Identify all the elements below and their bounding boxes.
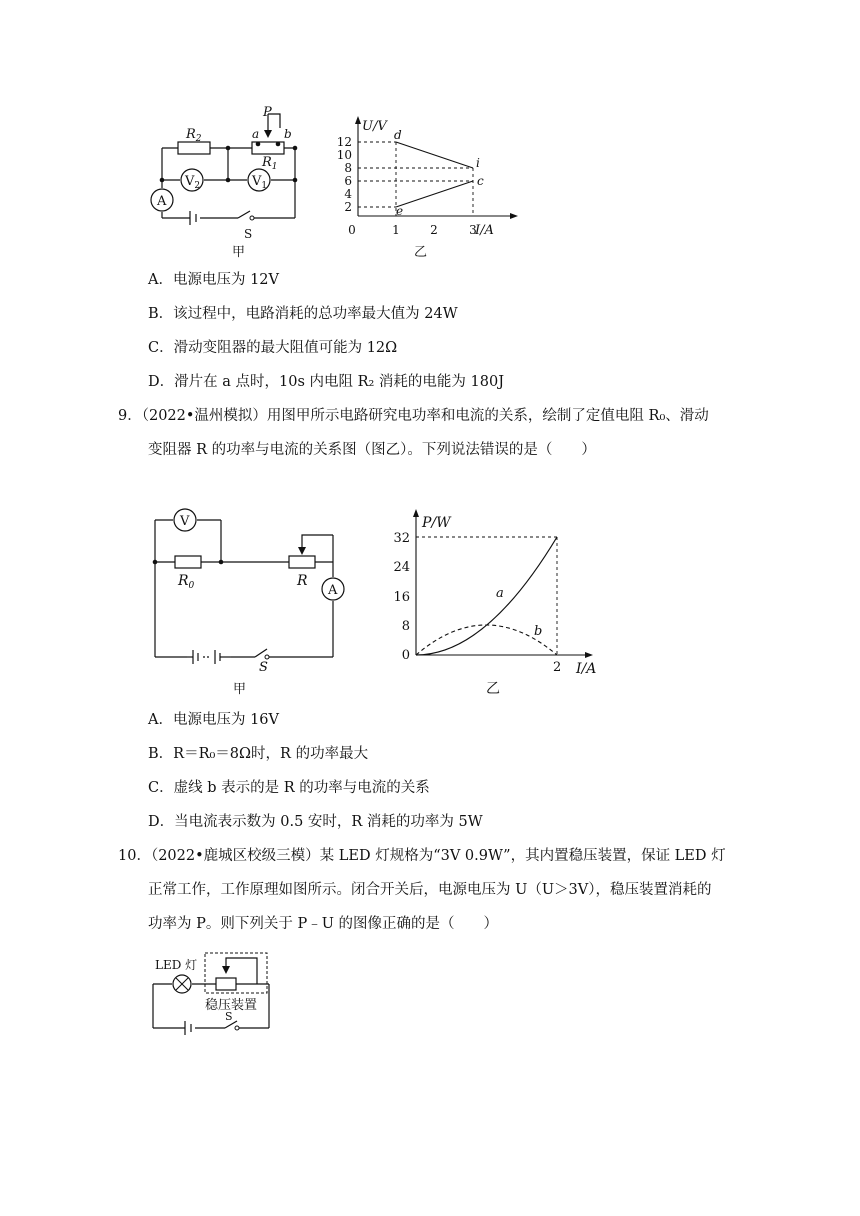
r1-label: $R_1$ <box>262 155 278 172</box>
point-label-e: e <box>396 204 404 218</box>
r2-label: $R_2$ <box>186 127 202 144</box>
voltmeter-v2-label: $V_2$ <box>185 174 201 191</box>
r-label: R <box>297 573 308 589</box>
q10-stem-line2: 正常工作，工作原理如图所示。闭合开关后，电源电压为 U（U＞3V），稳压装置消耗的 <box>148 882 712 898</box>
q9-graph-yi <box>390 505 620 700</box>
voltmeter-v1-label: $V_1$ <box>252 174 268 191</box>
ammeter-label: A <box>157 194 167 209</box>
switch-label: S <box>225 1010 233 1023</box>
q8-graph-yi <box>330 112 530 260</box>
q9-circuit-jia <box>145 505 345 700</box>
y-tick: 10 <box>336 148 352 162</box>
q9-option-d: D．当电流表示数为 0.5 安时，R 消耗的功率为 5W <box>148 814 483 830</box>
q9-option-b: B．R＝R₀＝8Ω时，R 的功率最大 <box>148 746 369 762</box>
q9-stem-line1: 9．（2022•温州模拟）用图甲所示电路研究电功率和电流的关系，绘制了定值电阻 R₀、滑动 <box>118 408 709 424</box>
x-axis-label: I/A <box>576 661 597 677</box>
y-tick: 16 <box>393 590 410 605</box>
ammeter-label: A <box>328 583 338 598</box>
figure-caption-yi: 乙 <box>414 245 428 260</box>
q9-option-c: C．虚线 b 表示的是 R 的功率与电流的关系 <box>148 780 430 796</box>
y-tick: 6 <box>344 174 352 188</box>
x-axis-label: I/A <box>475 223 494 238</box>
q10-circuit <box>145 948 290 1036</box>
slider-a-label: a <box>252 127 260 141</box>
switch-label: S <box>244 227 253 241</box>
y-axis-label: U/V <box>362 119 387 134</box>
y-tick: 2 <box>344 200 352 214</box>
y-tick: 32 <box>393 531 410 546</box>
y-tick: 24 <box>393 560 410 575</box>
regulator-label: 稳压装置 <box>205 998 258 1013</box>
figure-caption-jia: 甲 <box>232 245 246 260</box>
r0-label: $R_0$ <box>178 573 195 591</box>
point-label-c: c <box>477 174 484 188</box>
switch-label: S <box>259 660 268 675</box>
q8-circuit-jia <box>140 100 315 260</box>
y-tick: 8 <box>344 161 352 175</box>
curve-label-b: b <box>534 624 543 639</box>
led-label: LED 灯 <box>155 958 198 972</box>
y-axis-label: P/W <box>422 515 451 531</box>
voltmeter-label: V <box>180 514 190 529</box>
x-tick: 0 <box>348 223 356 237</box>
slider-p-label: P <box>263 105 272 120</box>
q8-option-b: B．该过程中，电路消耗的总功率最大值为 24W <box>148 306 458 322</box>
figure-caption-jia: 甲 <box>233 682 247 697</box>
y-tick: 0 <box>401 648 410 663</box>
q8-option-d: D．滑片在 a 点时，10s 内电阻 R₂ 消耗的电能为 180J <box>148 374 505 390</box>
y-tick: 12 <box>336 135 352 149</box>
q10-stem-line3: 功率为 P。则下列关于 P﹣U 的图像正确的是（ ） <box>148 916 499 932</box>
q8-option-a: A．电源电压为 12V <box>148 272 280 288</box>
q8-option-c: C．滑动变阻器的最大阻值可能为 12Ω <box>148 340 398 356</box>
q9-stem-line2: 变阻器 R 的功率与电流的关系图（图乙）。下列说法错误的是（ ） <box>148 442 596 458</box>
curve-label-a: a <box>496 586 504 601</box>
slider-b-label: b <box>284 127 292 141</box>
point-label-d: d <box>394 128 402 142</box>
figure-caption-yi: 乙 <box>486 681 500 697</box>
q9-option-a: A．电源电压为 16V <box>148 712 280 728</box>
point-label-i: i <box>476 156 480 170</box>
y-tick: 4 <box>344 187 352 201</box>
y-tick: 8 <box>401 619 410 634</box>
x-tick: 1 <box>392 223 400 237</box>
x-tick: 3 <box>469 223 477 237</box>
x-tick: 2 <box>553 660 562 675</box>
q10-stem-line1: 10．（2022•鹿城区校级三模）某 LED 灯规格为“3V 0.9W”，其内置稳压装置，保证 LED 灯 <box>118 848 726 864</box>
x-tick: 2 <box>430 223 438 237</box>
